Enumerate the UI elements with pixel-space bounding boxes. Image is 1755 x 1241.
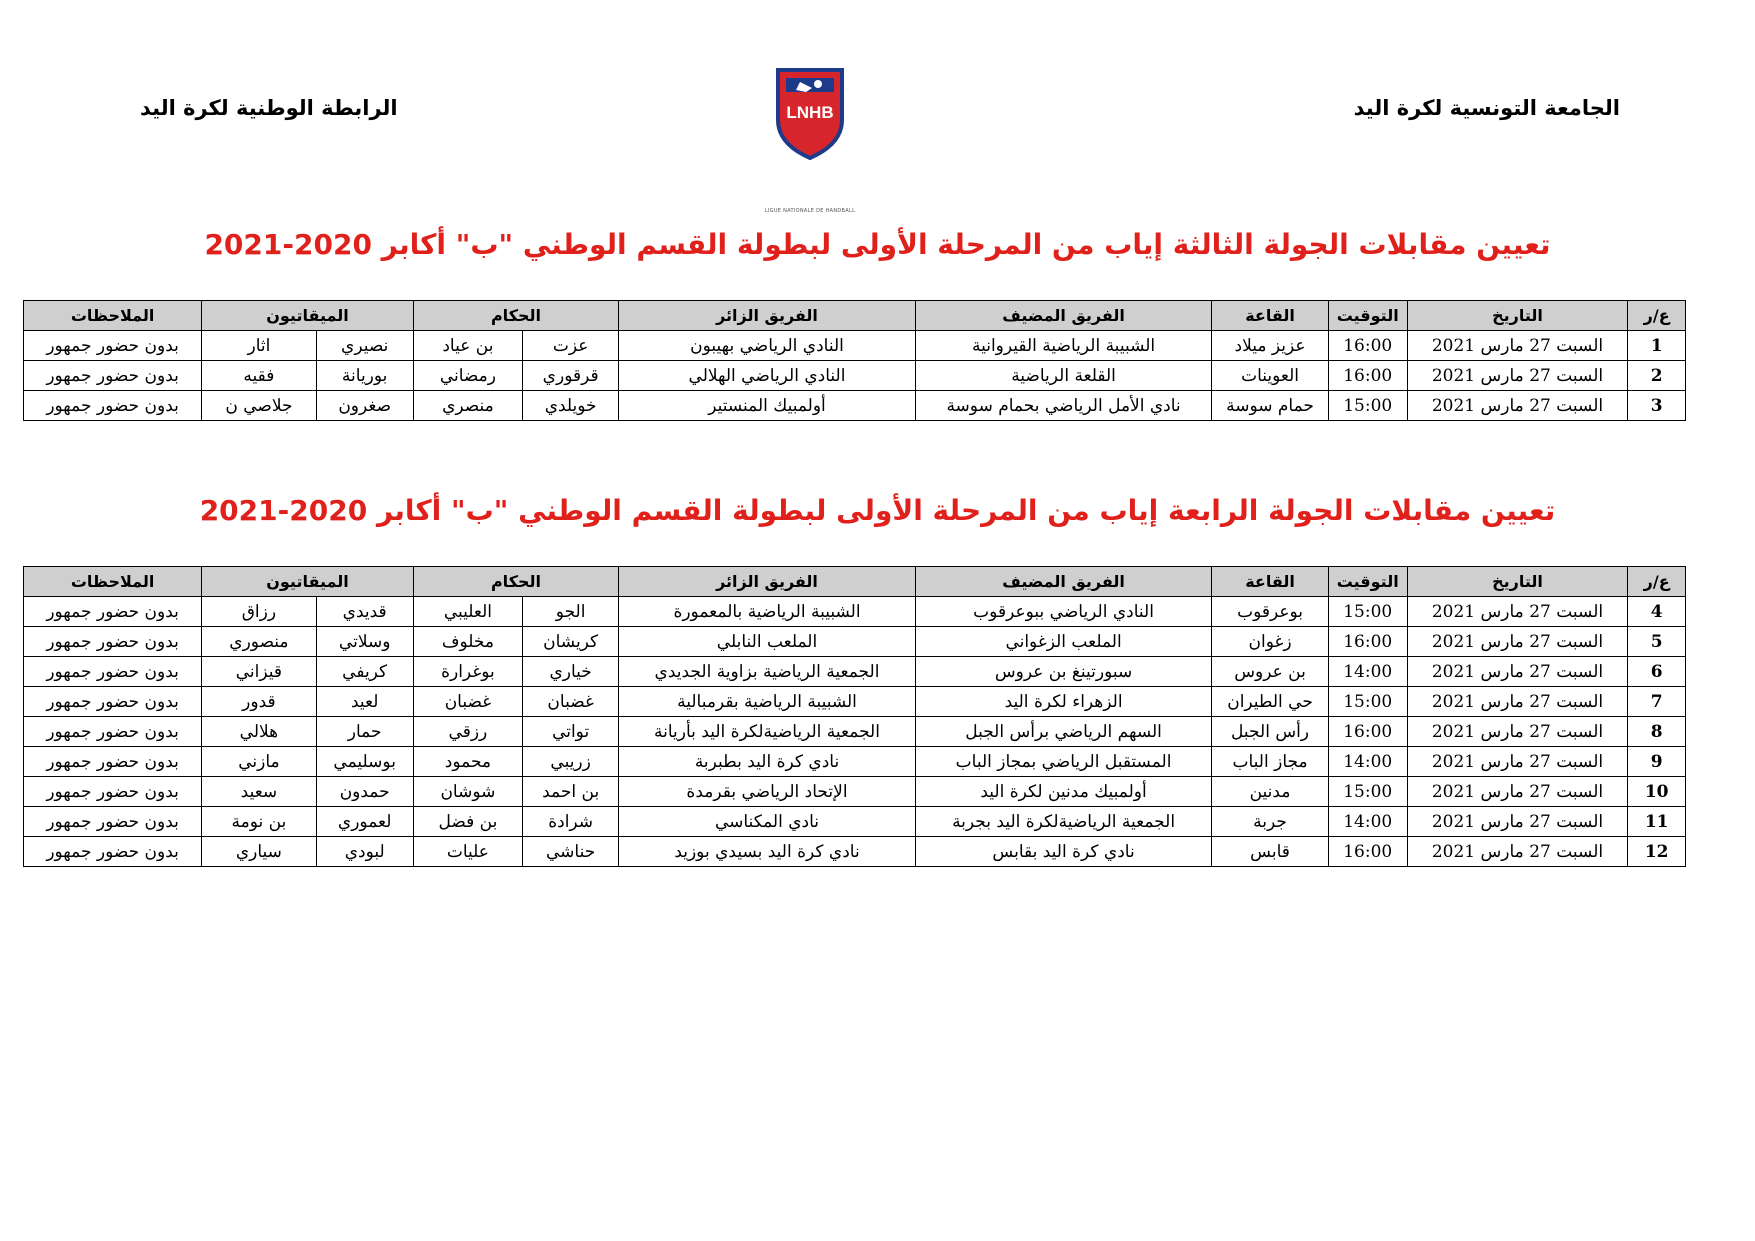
referee-1: زريبي: [523, 747, 619, 777]
match-hall: بن عروس: [1212, 657, 1328, 687]
home-team: سبورتينغ بن عروس: [915, 657, 1212, 687]
match-number: 10: [1628, 777, 1686, 807]
timekeeper-2: فقيه: [202, 361, 316, 391]
match-date: السبت 27 مارس 2021: [1407, 777, 1628, 807]
timekeeper-2: اثار: [202, 331, 316, 361]
col-time: التوقيت: [1328, 301, 1407, 331]
match-hall: قابس: [1212, 837, 1328, 867]
timekeeper-2: بن نومة: [202, 807, 316, 837]
referee-1: بن احمد: [523, 777, 619, 807]
match-number: 7: [1628, 687, 1686, 717]
home-team: نادي الأمل الرياضي بحمام سوسة: [915, 391, 1212, 421]
referee-1: خويلدي: [523, 391, 619, 421]
match-hall: حمام سوسة: [1212, 391, 1328, 421]
col-timekeepers: الميقاتيون: [202, 567, 414, 597]
away-team: الجمعية الرياضيةلكرة اليد بأريانة: [619, 717, 916, 747]
timekeeper-1: لعيد: [316, 687, 413, 717]
col-away: الفريق الزائر: [619, 567, 916, 597]
home-team: النادي الرياضي ببوعرقوب: [915, 597, 1212, 627]
home-team: المستقبل الرياضي بمجاز الباب: [915, 747, 1212, 777]
referee-1: الجو: [523, 597, 619, 627]
match-date: السبت 27 مارس 2021: [1407, 657, 1628, 687]
round4-title: تعيين مقابلات الجولة الرابعة إياب من المرحلة الأولى لبطولة القسم الوطني "ب" أكابر 2020-2021: [199, 494, 1556, 527]
logo-caption: LIGUE NATIONALE DE HANDBALL: [764, 208, 856, 214]
referee-2: محمود: [413, 747, 522, 777]
table-row: [24, 391, 1686, 421]
match-note: بدون حضور جمهور: [24, 837, 202, 867]
home-team: نادي كرة اليد بقابس: [915, 837, 1212, 867]
match-note: بدون حضور جمهور: [24, 777, 202, 807]
timekeeper-2: قيزاني: [202, 657, 316, 687]
match-number: 11: [1628, 807, 1686, 837]
match-time: 14:00: [1328, 747, 1407, 777]
match-time: 16:00: [1328, 837, 1407, 867]
match-hall: بوعرقوب: [1212, 597, 1328, 627]
referee-2: غضبان: [413, 687, 522, 717]
match-time: 16:00: [1328, 361, 1407, 391]
referee-2: مخلوف: [413, 627, 522, 657]
match-number: 12: [1628, 837, 1686, 867]
referee-2: رزقي: [413, 717, 522, 747]
away-team: النادي الرياضي بهيبون: [619, 331, 916, 361]
home-team: الزهراء لكرة اليد: [915, 687, 1212, 717]
logo-text: LNHB: [786, 103, 834, 122]
referee-1: تواتي: [523, 717, 619, 747]
col-referees: الحكام: [413, 567, 618, 597]
match-time: 16:00: [1328, 331, 1407, 361]
timekeeper-1: بوسليمي: [316, 747, 413, 777]
away-team: نادي كرة اليد بطبربة: [619, 747, 916, 777]
match-note: بدون حضور جمهور: [24, 331, 202, 361]
lnhb-logo-icon: [760, 62, 860, 162]
home-team: الشبيبة الرياضية القيروانية: [915, 331, 1212, 361]
round3-header-row: [24, 301, 1686, 331]
col-num: ع/ر: [1628, 567, 1686, 597]
match-date: السبت 27 مارس 2021: [1407, 361, 1628, 391]
referee-2: العليبي: [413, 597, 522, 627]
timekeeper-1: وسلاتي: [316, 627, 413, 657]
match-number: 6: [1628, 657, 1686, 687]
referee-1: حناشي: [523, 837, 619, 867]
league-name: [140, 96, 440, 120]
match-time: 14:00: [1328, 807, 1407, 837]
timekeeper-1: كريفي: [316, 657, 413, 687]
home-team: السهم الرياضي برأس الجبل: [915, 717, 1212, 747]
timekeeper-2: قدور: [202, 687, 316, 717]
match-note: بدون حضور جمهور: [24, 687, 202, 717]
match-time: 14:00: [1328, 657, 1407, 687]
match-date: السبت 27 مارس 2021: [1407, 747, 1628, 777]
match-note: بدون حضور جمهور: [24, 807, 202, 837]
match-time: 15:00: [1328, 777, 1407, 807]
timekeeper-1: قديدي: [316, 597, 413, 627]
timekeeper-2: مازني: [202, 747, 316, 777]
match-number: 4: [1628, 597, 1686, 627]
referee-1: عزت: [523, 331, 619, 361]
match-time: 16:00: [1328, 717, 1407, 747]
round4-header-row: [24, 567, 1686, 597]
col-date: التاريخ: [1407, 567, 1628, 597]
timekeeper-1: حمار: [316, 717, 413, 747]
referee-2: بن فضل: [413, 807, 522, 837]
col-hall: القاعة: [1212, 567, 1328, 597]
table-row: [24, 777, 1686, 807]
match-date: السبت 27 مارس 2021: [1407, 687, 1628, 717]
match-date: السبت 27 مارس 2021: [1407, 391, 1628, 421]
match-date: السبت 27 مارس 2021: [1407, 331, 1628, 361]
lnhb-logo: [760, 62, 860, 214]
match-time: 16:00: [1328, 627, 1407, 657]
home-team: أولمبيك مدنين لكرة اليد: [915, 777, 1212, 807]
match-date: السبت 27 مارس 2021: [1407, 837, 1628, 867]
table-row: [24, 837, 1686, 867]
col-away: الفريق الزائر: [619, 301, 916, 331]
match-date: السبت 27 مارس 2021: [1407, 807, 1628, 837]
col-notes: الملاحظات: [24, 567, 202, 597]
referee-2: عليات: [413, 837, 522, 867]
match-hall: العوينات: [1212, 361, 1328, 391]
col-timekeepers: الميقاتيون: [202, 301, 414, 331]
round3-table: [23, 300, 1686, 421]
table-row: [24, 807, 1686, 837]
match-date: السبت 27 مارس 2021: [1407, 597, 1628, 627]
table-row: [24, 361, 1686, 391]
referee-2: شوشان: [413, 777, 522, 807]
match-note: بدون حضور جمهور: [24, 597, 202, 627]
match-note: بدون حضور جمهور: [24, 627, 202, 657]
away-team: الإتحاد الرياضي بقرمدة: [619, 777, 916, 807]
match-hall: عزيز ميلاد: [1212, 331, 1328, 361]
timekeeper-1: بوريانة: [316, 361, 413, 391]
away-team: الملعب النابلي: [619, 627, 916, 657]
table-row: [24, 747, 1686, 777]
match-hall: حي الطيران: [1212, 687, 1328, 717]
away-team: الشبيبة الرياضية بالمعمورة: [619, 597, 916, 627]
round4-table: [23, 566, 1686, 867]
referee-1: خياري: [523, 657, 619, 687]
match-note: بدون حضور جمهور: [24, 747, 202, 777]
match-hall: مجاز الباب: [1212, 747, 1328, 777]
table-row: [24, 597, 1686, 627]
match-number: 3: [1628, 391, 1686, 421]
match-hall: زغوان: [1212, 627, 1328, 657]
match-note: بدون حضور جمهور: [24, 361, 202, 391]
away-team: الجمعية الرياضية بزاوية الجديدي: [619, 657, 916, 687]
match-note: بدون حضور جمهور: [24, 391, 202, 421]
table-row: [24, 331, 1686, 361]
col-home: الفريق المضيف: [915, 301, 1212, 331]
match-hall: رأس الجبل: [1212, 717, 1328, 747]
col-home: الفريق المضيف: [915, 567, 1212, 597]
match-time: 15:00: [1328, 391, 1407, 421]
timekeeper-2: جلاصي ن: [202, 391, 316, 421]
match-number: 5: [1628, 627, 1686, 657]
referee-2: منصري: [413, 391, 522, 421]
col-notes: الملاحظات: [24, 301, 202, 331]
league-name-text: الرابطة الوطنية لكرة اليد: [140, 96, 398, 120]
col-num: ع/ر: [1628, 301, 1686, 331]
away-team: أولمبيك المنستير: [619, 391, 916, 421]
match-number: 2: [1628, 361, 1686, 391]
referee-1: غضبان: [523, 687, 619, 717]
referee-1: كريشان: [523, 627, 619, 657]
match-hall: جربة: [1212, 807, 1328, 837]
round3-title: تعيين مقابلات الجولة الثالثة إياب من المرحلة الأولى لبطولة القسم الوطني "ب" أكابر 2020-2021: [204, 228, 1551, 261]
away-team: نادي كرة اليد بسيدي بوزيد: [619, 837, 916, 867]
referee-2: رمضاني: [413, 361, 522, 391]
referee-1: قرقوري: [523, 361, 619, 391]
col-date: التاريخ: [1407, 301, 1628, 331]
table-row: [24, 717, 1686, 747]
away-team: الشبيبة الرياضية بقرمبالية: [619, 687, 916, 717]
referee-2: بوغرارة: [413, 657, 522, 687]
timekeeper-1: لبودي: [316, 837, 413, 867]
match-note: بدون حضور جمهور: [24, 717, 202, 747]
col-referees: الحكام: [413, 301, 618, 331]
timekeeper-1: لعموري: [316, 807, 413, 837]
referee-2: بن عياد: [413, 331, 522, 361]
away-team: نادي المكناسي: [619, 807, 916, 837]
timekeeper-1: نصيري: [316, 331, 413, 361]
match-number: 9: [1628, 747, 1686, 777]
col-time: التوقيت: [1328, 567, 1407, 597]
match-number: 8: [1628, 717, 1686, 747]
timekeeper-2: هلالي: [202, 717, 316, 747]
match-hall: مدنين: [1212, 777, 1328, 807]
timekeeper-2: منصوري: [202, 627, 316, 657]
timekeeper-1: حمدون: [316, 777, 413, 807]
home-team: الملعب الزغواني: [915, 627, 1212, 657]
timekeeper-2: رزاق: [202, 597, 316, 627]
timekeeper-2: سياري: [202, 837, 316, 867]
referee-1: شرادة: [523, 807, 619, 837]
table-row: [24, 687, 1686, 717]
match-number: 1: [1628, 331, 1686, 361]
match-time: 15:00: [1328, 597, 1407, 627]
timekeeper-2: سعيد: [202, 777, 316, 807]
table-row: [24, 657, 1686, 687]
home-team: القلعة الرياضية: [915, 361, 1212, 391]
table-row: [24, 627, 1686, 657]
match-note: بدون حضور جمهور: [24, 657, 202, 687]
timekeeper-1: صغرون: [316, 391, 413, 421]
away-team: النادي الرياضي الهلالي: [619, 361, 916, 391]
col-hall: القاعة: [1212, 301, 1328, 331]
home-team: الجمعية الرياضيةلكرة اليد بجربة: [915, 807, 1212, 837]
match-time: 15:00: [1328, 687, 1407, 717]
match-date: السبت 27 مارس 2021: [1407, 717, 1628, 747]
federation-name: الجامعة التونسية لكرة اليد: [1353, 96, 1620, 120]
match-date: السبت 27 مارس 2021: [1407, 627, 1628, 657]
